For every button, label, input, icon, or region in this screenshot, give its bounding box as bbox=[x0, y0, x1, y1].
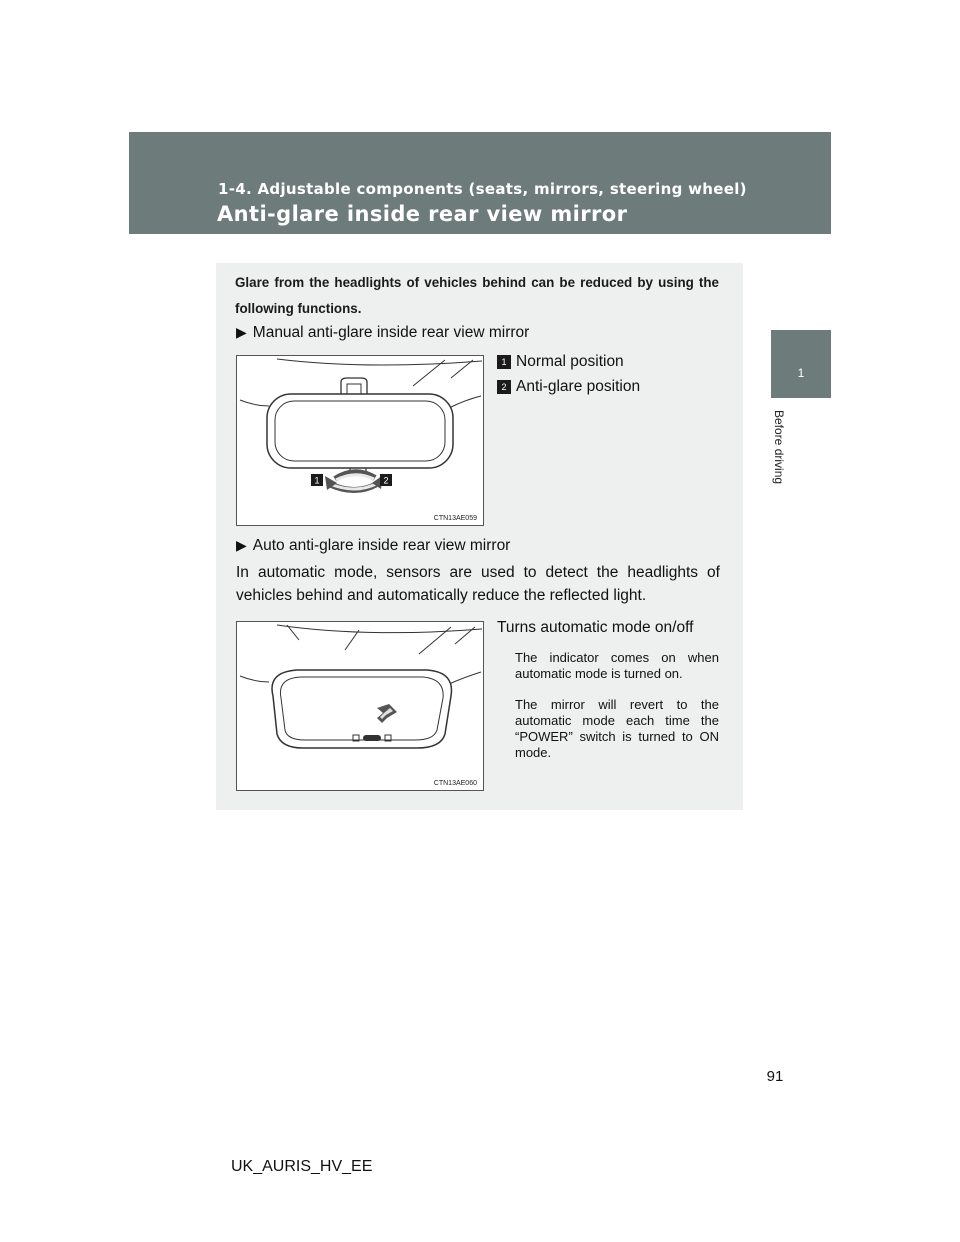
triangle-bullet-icon: ▶ bbox=[236, 324, 247, 340]
svg-text:2: 2 bbox=[383, 475, 389, 486]
footer-code: UK_AURIS_HV_EE bbox=[231, 1158, 373, 1175]
page-number: 91 bbox=[766, 1068, 784, 1085]
triangle-bullet-icon: ▶ bbox=[236, 537, 247, 553]
callout-antiglare bbox=[497, 378, 640, 396]
auto-heading-text: Auto anti-glare inside rear view mirror bbox=[252, 537, 511, 554]
manual-heading-text: Manual anti-glare inside rear view mirror bbox=[252, 324, 530, 341]
callout-number-badge: 2 bbox=[497, 380, 511, 394]
callout-antiglare-text: Anti-glare position bbox=[516, 378, 641, 395]
callout-number-badge: 1 bbox=[497, 355, 511, 369]
auto-note-revert: The mirror will revert to the automatic mode each time the “POWER” switch is turned to ON mode. bbox=[515, 697, 719, 760]
manual-heading bbox=[236, 324, 529, 342]
svg-text:1: 1 bbox=[314, 475, 320, 486]
auto-description: In automatic mode, sensors are used to detect the headlights of vehicles behind and automatically reduce the reflected light. bbox=[236, 564, 720, 604]
auto-mirror-figure bbox=[236, 621, 484, 791]
section-header bbox=[129, 132, 831, 234]
callout-normal-text: Normal position bbox=[516, 353, 624, 370]
chapter-number: 1 bbox=[797, 366, 805, 380]
chapter-label-wrap bbox=[772, 410, 800, 500]
auto-note-indicator: The indicator comes on when automatic mode is turned on. bbox=[515, 650, 719, 681]
manual-mirror-figure bbox=[236, 355, 484, 526]
chapter-tab bbox=[771, 330, 831, 398]
auto-heading bbox=[236, 537, 510, 555]
auto-callout: Turns automatic mode on/off bbox=[497, 619, 694, 636]
section-title: 1-4. Adjustable components (seats, mirrors, steering wheel) bbox=[218, 180, 747, 198]
figure-code: CTN13AE059 bbox=[433, 515, 477, 522]
auto-mirror-illustration bbox=[237, 622, 483, 790]
page-title: Anti-glare inside rear view mirror bbox=[217, 202, 628, 226]
figure-code: CTN13AE060 bbox=[433, 780, 477, 787]
callout-normal bbox=[497, 353, 624, 371]
manual-mirror-illustration bbox=[237, 356, 483, 525]
intro-text: Glare from the headlights of vehicles behind can be reduced by using the following functions. bbox=[235, 275, 719, 316]
chapter-label: Before driving bbox=[772, 410, 786, 485]
